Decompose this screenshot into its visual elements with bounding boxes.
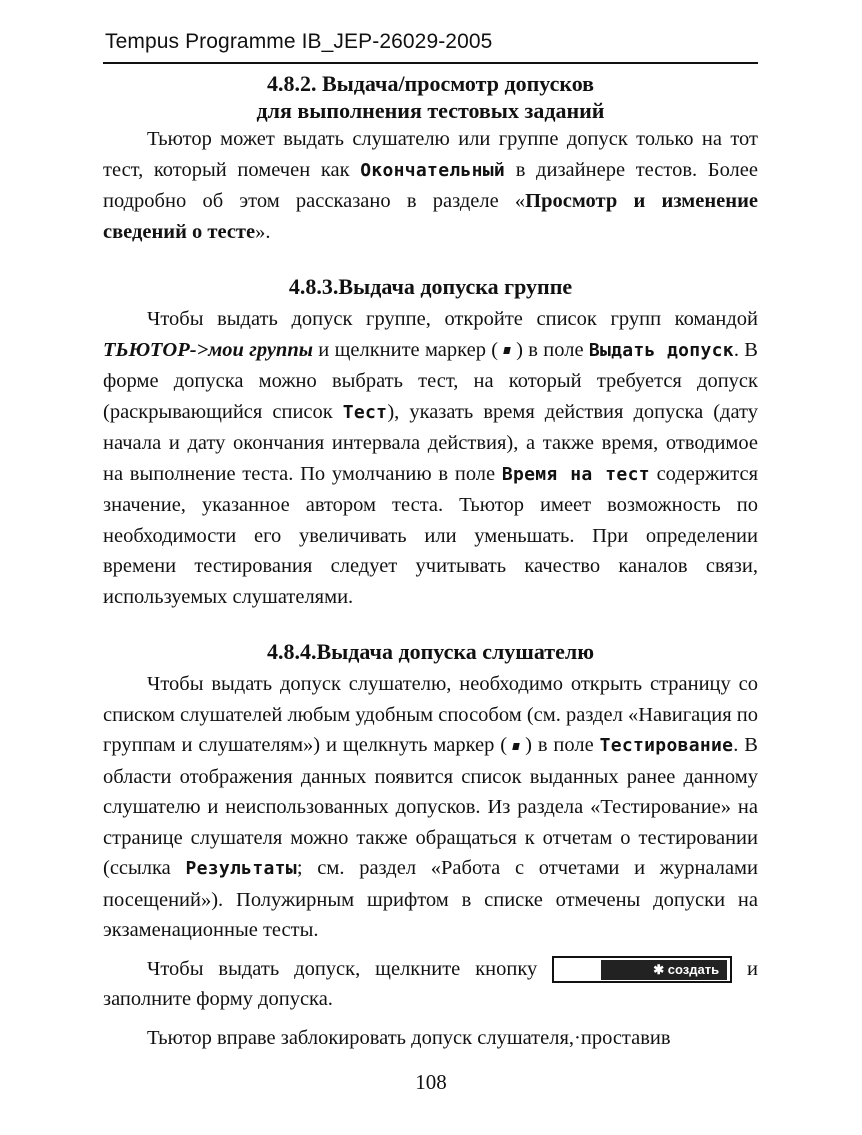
- page-body: [103, 70, 758, 1053]
- section-title-4-8-4: 4.8.4.Выдача допуска слушателю: [266, 639, 595, 664]
- create-button-label: ✱ создать: [601, 960, 727, 980]
- text-run: ) в поле: [525, 734, 600, 756]
- text-run: и заполните форму допуска.: [103, 957, 758, 1010]
- field-testing: Тестирование: [599, 735, 734, 756]
- section-title-line2: для выполнения тестовых заданий: [256, 98, 605, 123]
- text-run: ; см. раздел «Работа с отчетами и журналами посещений»). Полужирным шрифтом в списке отмечены допуски на экзаменационные тесты.: [103, 857, 758, 941]
- create-button-illustration: [552, 956, 732, 983]
- field-test-list: Тест: [342, 401, 388, 423]
- paragraph-4-8-4-a: [103, 669, 758, 946]
- text-run: . В области отображения данных появится список выданных ранее данному слушателю и неиспользованных допусков. Из раздела «Тестирование» на странице слушателя можно также обращаться к отчетам о тестировании (ссылка: [103, 734, 758, 879]
- text-run: содержится значение, указанное автором теста. Тьютор имеет возможность по необходимости его увеличивать или уменьшать. При определении времени тестирования следует учитывать качество каналов связи, используемых слушателями.: [103, 462, 758, 608]
- header-rule: [103, 62, 758, 64]
- paragraph-4-8-4-c: [103, 1023, 758, 1054]
- text-run: Тьютор может выдать слушателю или группе допуск только на тот тест, который помечен как: [103, 128, 758, 181]
- text-run: ».: [255, 220, 271, 243]
- section-title-line1: 4.8.2. Выдача/просмотр допусков: [266, 71, 595, 96]
- text-run: Чтобы выдать допуск, щелкните кнопку: [147, 957, 553, 980]
- section-reference: Просмотр и изменение сведений о тесте: [103, 190, 758, 243]
- page-number: 108: [415, 1070, 447, 1094]
- paragraph-4-8-4-b: [103, 954, 758, 1015]
- term-final: Окончательный: [360, 159, 506, 181]
- text-run: Чтобы выдать допуск группе, откройте список групп командой: [147, 308, 758, 330]
- text-run: в дизайнере тестов. Более подробно об этом рассказано в разделе «: [103, 158, 758, 212]
- paragraph-4-8-3: [103, 304, 758, 612]
- marker-icon: [503, 347, 510, 354]
- field-issue-permit: Выдать допуск: [588, 339, 734, 361]
- paragraph-4-8-2: [103, 124, 758, 247]
- text-run: и щелкните маркер (: [312, 338, 499, 361]
- section-title-4-8-3: 4.8.3.Выдача допуска группе: [288, 274, 573, 299]
- marker-icon: [512, 743, 519, 750]
- text-run: Тьютор вправе заблокировать допуск слушателя,·проставив: [147, 1026, 671, 1049]
- section-title-4-8-2: [103, 70, 758, 124]
- text-run: Чтобы выдать допуск слушателю, необходимо открыть страницу со списком слушателей любым удобным способом (см. раздел «Навигация по группам и слушателям») и щелкнуть маркер (: [103, 673, 758, 756]
- text-run: ), указать время действия допуска (дату начала и дату окончания интервала действия), а также время, отводимое на выполнение теста. По умолчанию в поле: [103, 400, 758, 485]
- text-run: . В форме допуска можно выбрать тест, на который требуется допуск (раскрывающийся список: [103, 338, 758, 423]
- running-head: Tempus Programme IB_JEP-26029-2005: [105, 30, 493, 53]
- field-test-time: Время на тест: [501, 463, 650, 485]
- text-run: ) в поле: [516, 338, 589, 361]
- results-link: Результаты: [185, 858, 297, 879]
- menu-command: ТЬЮТОР->мои группы: [103, 338, 313, 361]
